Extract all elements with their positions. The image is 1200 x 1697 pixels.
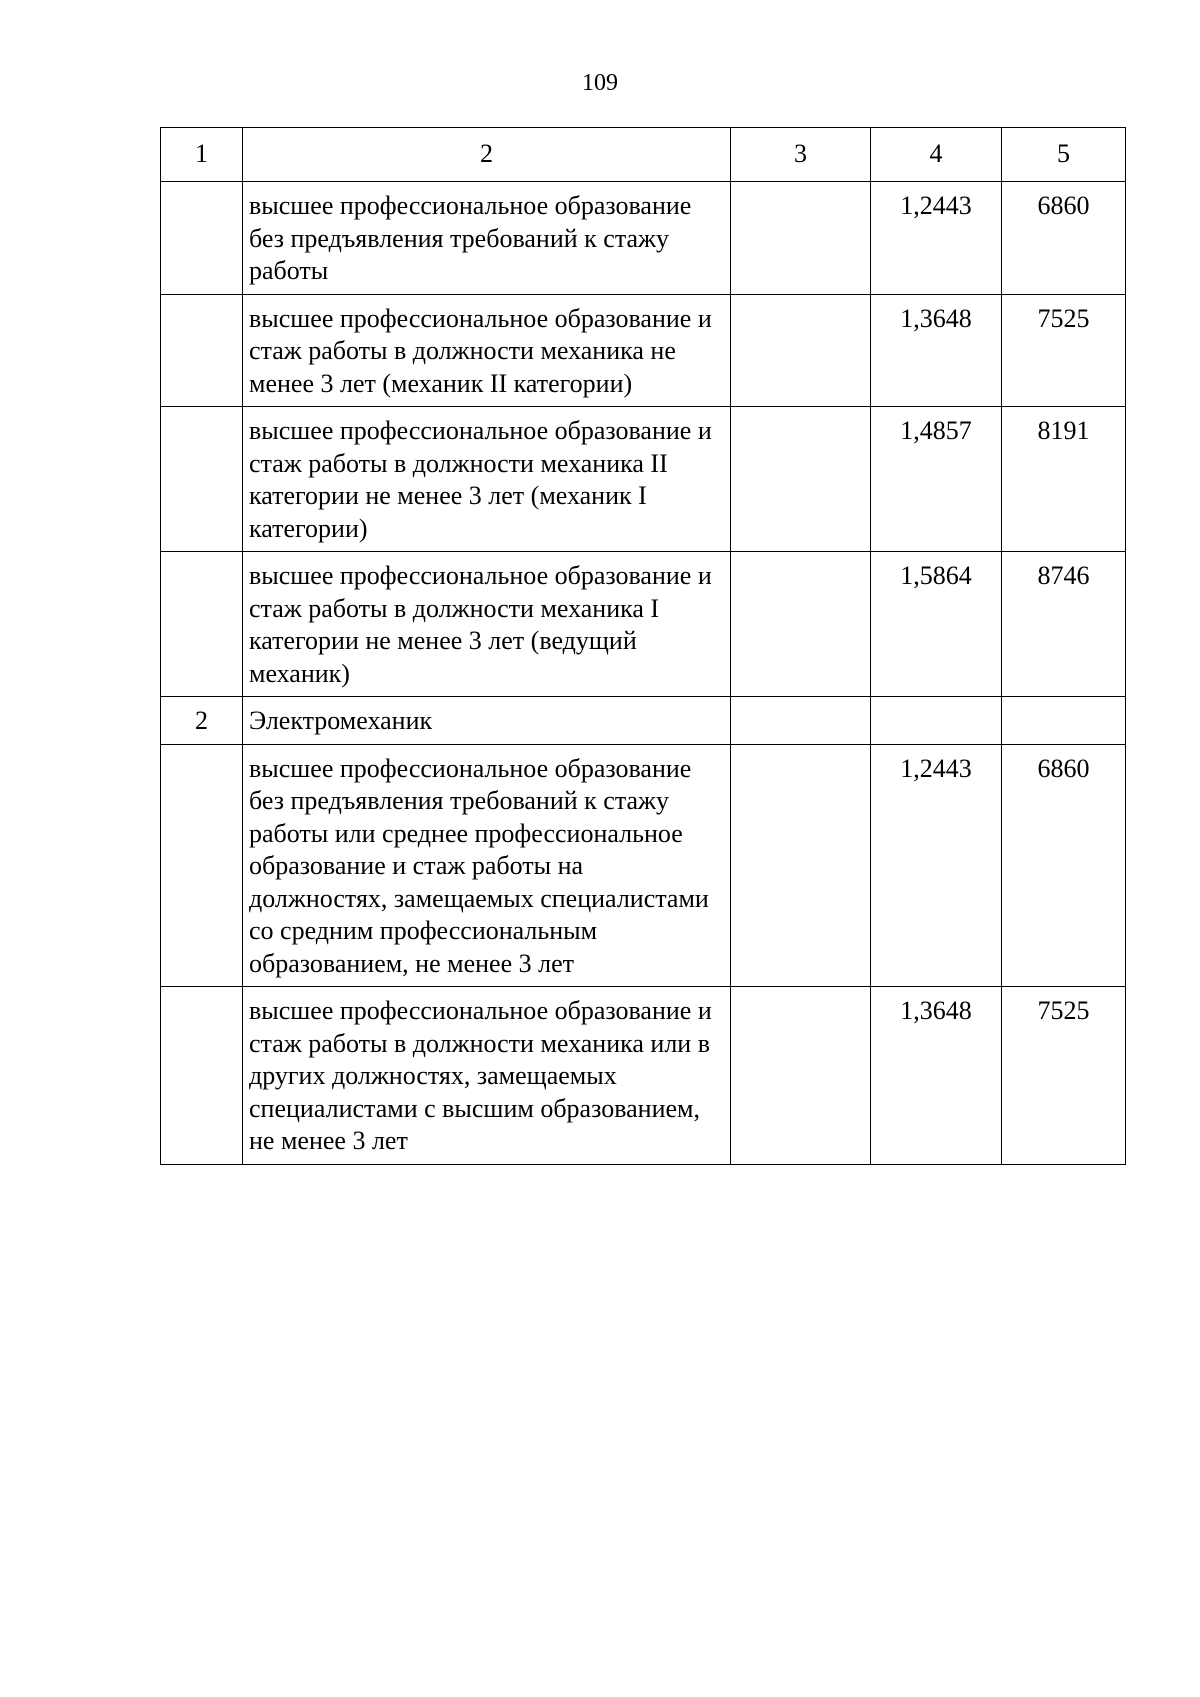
table-header-row: [161, 128, 1126, 182]
column-3-cell: [731, 697, 871, 745]
requirement-cell: высшее профессиональное образование и стаж работы в должности механика или в других должностях, замещаемых специалистами с высшим образованием, не менее 3 лет: [243, 987, 731, 1165]
column-3-cell: [731, 552, 871, 697]
coefficient-cell: 1,2443: [871, 744, 1002, 987]
column-3-cell: [731, 182, 871, 295]
salary-cell: 6860: [1002, 182, 1126, 295]
coefficient-cell: 1,3648: [871, 987, 1002, 1165]
table-row: [161, 744, 1126, 987]
salary-cell: 7525: [1002, 294, 1126, 407]
salary-table: [160, 127, 1126, 1165]
coefficient-cell: 1,4857: [871, 407, 1002, 552]
column-3-cell: [731, 407, 871, 552]
table-row: [161, 987, 1126, 1165]
requirement-cell: высшее профессиональное образование без предъявления требований к стажу работы или среднее профессиональное образование и стаж работы на должностях, замещаемых специалистами со средним профессиональным образованием, не менее 3 лет: [243, 744, 731, 987]
row-number-cell: [161, 294, 243, 407]
header-cell-5: 5: [1002, 128, 1126, 182]
requirement-cell: высшее профессиональное образование без предъявления требований к стажу работы: [243, 182, 731, 295]
requirement-cell: высшее профессиональное образование и стаж работы в должности механика I категории не менее 3 лет (ведущий механик): [243, 552, 731, 697]
requirement-cell: высшее профессиональное образование и стаж работы в должности механика не менее 3 лет (механик II категории): [243, 294, 731, 407]
header-cell-3: 3: [731, 128, 871, 182]
column-3-cell: [731, 294, 871, 407]
column-3-cell: [731, 987, 871, 1165]
table-row: [161, 407, 1126, 552]
requirement-cell: высшее профессиональное образование и стаж работы в должности механика II категории не менее 3 лет (механик I категории): [243, 407, 731, 552]
row-number-cell: [161, 182, 243, 295]
header-cell-2: 2: [243, 128, 731, 182]
column-3-cell: [731, 744, 871, 987]
row-number-cell: [161, 987, 243, 1165]
row-number-cell: [161, 552, 243, 697]
coefficient-cell: 1,2443: [871, 182, 1002, 295]
page-number: 109: [582, 70, 618, 96]
table-row: [161, 182, 1126, 295]
coefficient-cell: [871, 697, 1002, 745]
position-title-cell: Электромеханик: [243, 697, 731, 745]
coefficient-cell: 1,3648: [871, 294, 1002, 407]
header-cell-1: 1: [161, 128, 243, 182]
salary-cell: 7525: [1002, 987, 1126, 1165]
coefficient-cell: 1,5864: [871, 552, 1002, 697]
salary-cell: [1002, 697, 1126, 745]
salary-cell: 8191: [1002, 407, 1126, 552]
row-number-cell: [161, 407, 243, 552]
table-row: [161, 552, 1126, 697]
table-row: [161, 697, 1126, 745]
row-number-cell: 2: [161, 697, 243, 745]
row-number-cell: [161, 744, 243, 987]
table-row: [161, 294, 1126, 407]
salary-cell: 8746: [1002, 552, 1126, 697]
salary-cell: 6860: [1002, 744, 1126, 987]
header-cell-4: 4: [871, 128, 1002, 182]
